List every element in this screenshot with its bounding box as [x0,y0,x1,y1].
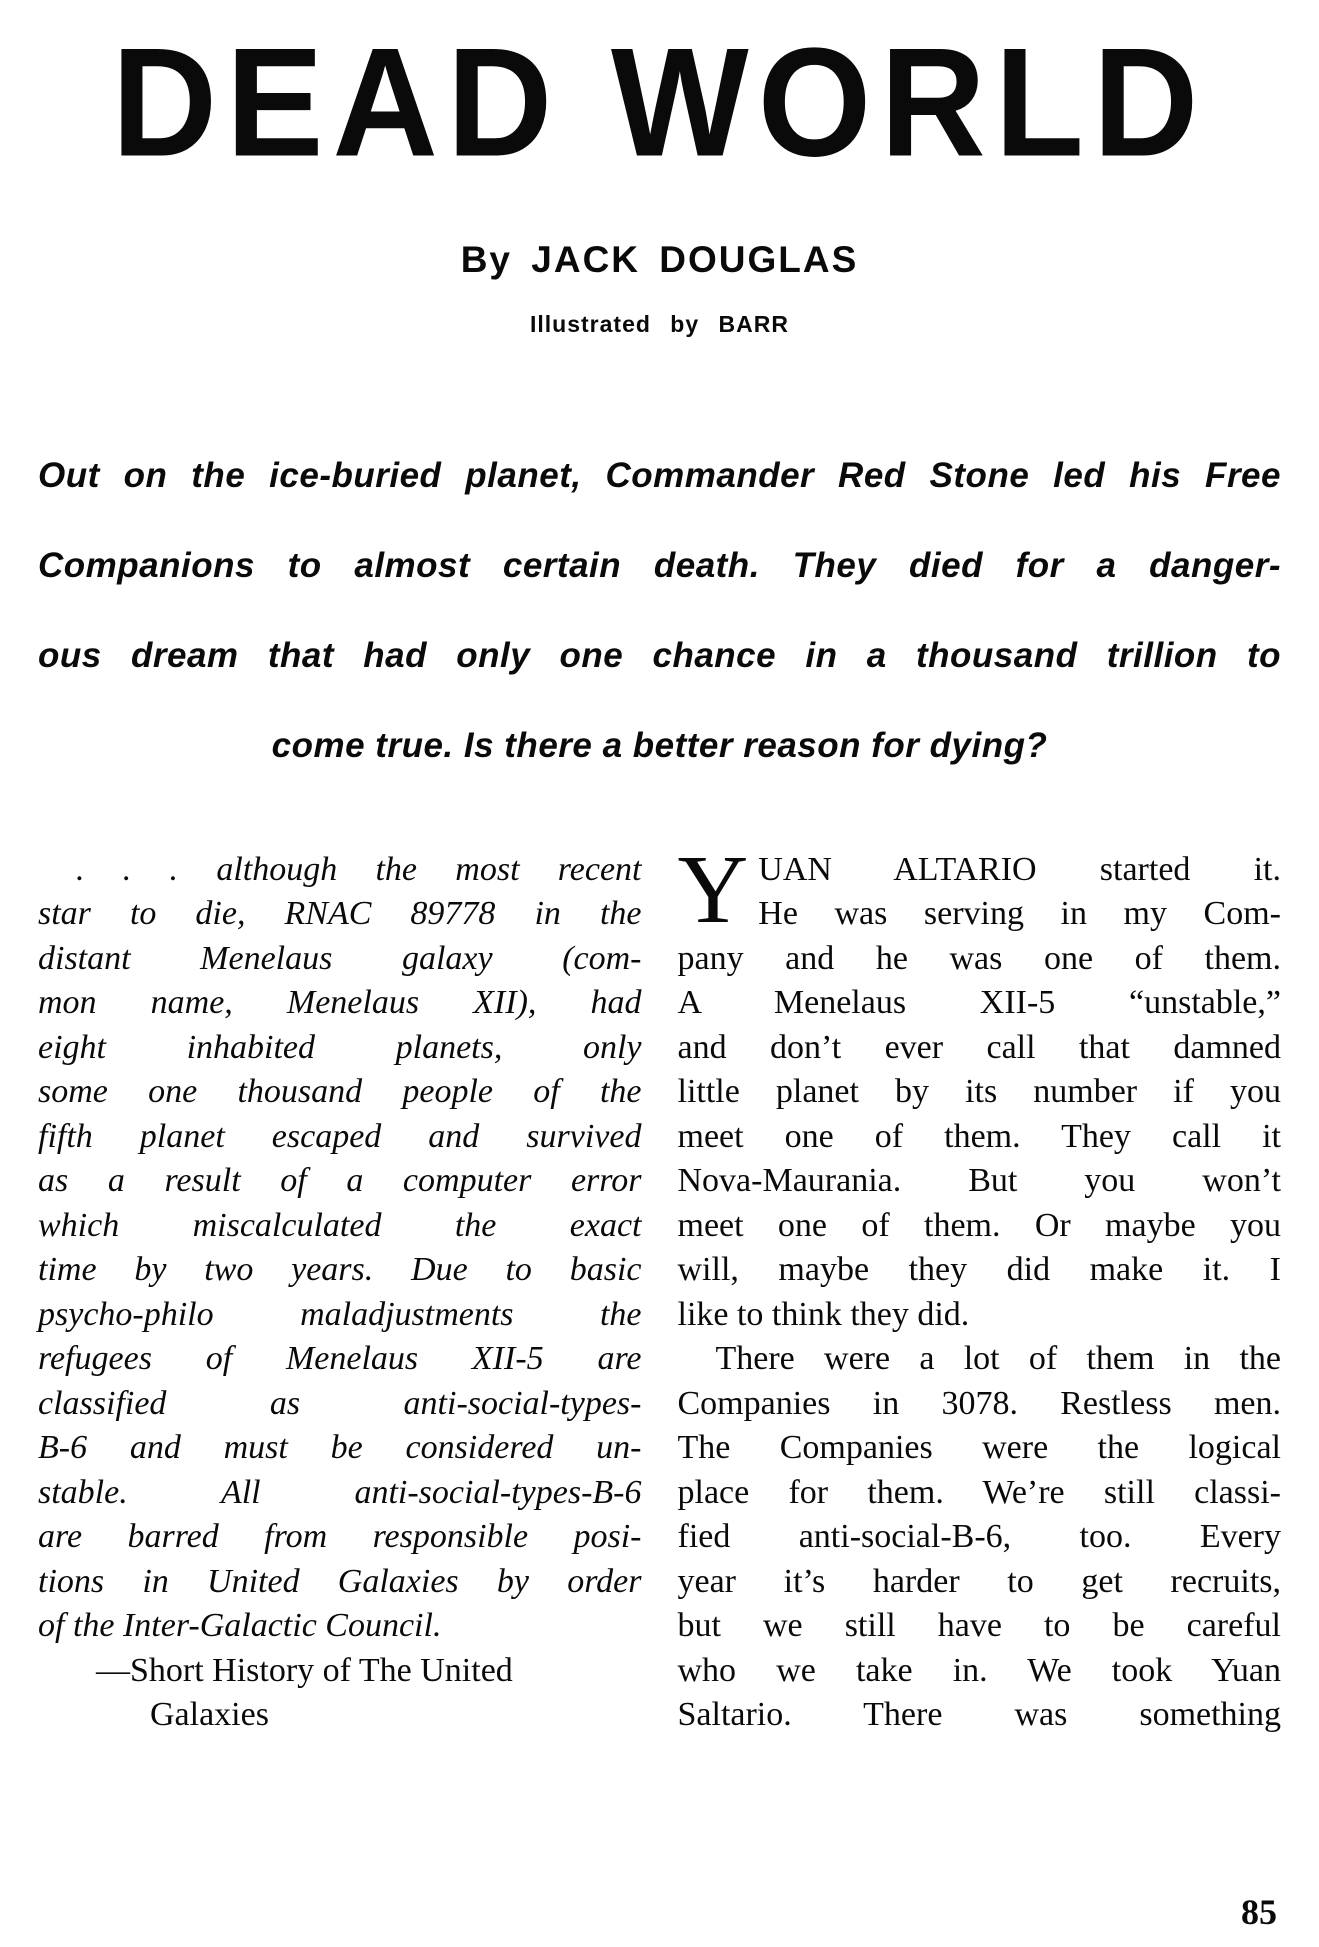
quote-line: classified as anti-social-types- [38,1384,642,1422]
drop-cap: Y [677,835,749,944]
quote-line: of the Inter-Galactic Council. [38,1607,442,1645]
quote-line: eight inhabited planets, only [38,1028,642,1066]
body-line: little planet by its number if you [677,1073,1281,1111]
body-line: A Menelaus XII-5 “unstable,” [677,984,1281,1022]
byline: By JACK DOUGLAS [460,238,859,280]
teaser-line: Out on the ice-buried planet, Commander Red Stone led his Free [38,455,1281,495]
quote-line: mon name, Menelaus XII), had [38,984,642,1022]
left-column [38,848,642,1738]
body-columns [38,835,1281,1738]
page-number: 85 [1241,1892,1277,1932]
quote-line: are barred from responsible posi- [38,1518,642,1556]
teaser-line: Companions to almost certain death. They died for a danger- [38,545,1281,585]
body-line: UAN ALTARIO started it. [758,850,1281,888]
body-paragraph-2 [678,1337,1282,1738]
quote-line: psycho-philo maladjustments the [38,1295,642,1333]
quote-line: as a result of a computer error [38,1162,642,1200]
quote-line: . . . although the most recent [76,850,642,888]
right-column [677,835,1282,1738]
body-line: and don’t ever call that damned [677,1028,1281,1066]
story-title: DEAD WORLD [111,15,1208,189]
teaser-paragraph [38,456,1281,766]
body-line: but we still have to be careful [677,1607,1281,1645]
teaser-line: ous dream that had only one chance in a thousand trillion to [38,635,1281,675]
body-paragraph-1 [677,835,1282,1338]
body-line: place for them. We’re still classi- [677,1473,1281,1511]
body-line: year it’s harder to get recruits, [677,1562,1281,1600]
body-line: fied anti-social-B-6, too. Every [677,1518,1281,1556]
quote-line: star to die, RNAC 89778 in the [38,895,642,933]
quote-line: tions in United Galaxies by order [38,1562,642,1600]
quote-attribution [38,1649,642,1738]
attribution-line: —Short History of The United [96,1651,513,1689]
body-line: Nova-Maurania. But you won’t [677,1162,1281,1200]
body-line: Companies in 3078. Restless men. [677,1384,1281,1422]
illustrator-credit: Illustrated by BARR [530,310,789,337]
teaser-line: come true. Is there a better reason for dying? [271,725,1048,765]
quote-line: fifth planet escaped and survived [38,1117,642,1155]
quote-line: which miscalculated the exact [38,1206,642,1244]
body-line: The Companies were the logical [677,1429,1281,1467]
body-line: He was serving in my Com- [758,895,1281,933]
quote-line: refugees of Menelaus XII-5 are [38,1340,642,1378]
body-line: Saltario. There was something [677,1696,1281,1734]
body-line: meet one of them. They call it [677,1117,1281,1155]
quote-line: stable. All anti-social-types-B-6 [38,1473,642,1511]
body-line: There were a lot of them in the [715,1340,1281,1378]
body-line: who we take in. We took Yuan [677,1651,1281,1689]
attribution-line: Galaxies [150,1696,269,1734]
body-line: will, maybe they did make it. I [677,1251,1281,1289]
quote-line: some one thousand people of the [38,1073,642,1111]
quote-line: B-6 and must be considered un- [38,1429,642,1467]
quote-line: distant Menelaus galaxy (com- [38,939,642,977]
quote-line: time by two years. Due to basic [38,1251,642,1289]
body-line: meet one of them. Or maybe you [677,1206,1281,1244]
body-line: like to think they did. [677,1295,970,1333]
body-line: pany and he was one of them. [677,939,1281,977]
